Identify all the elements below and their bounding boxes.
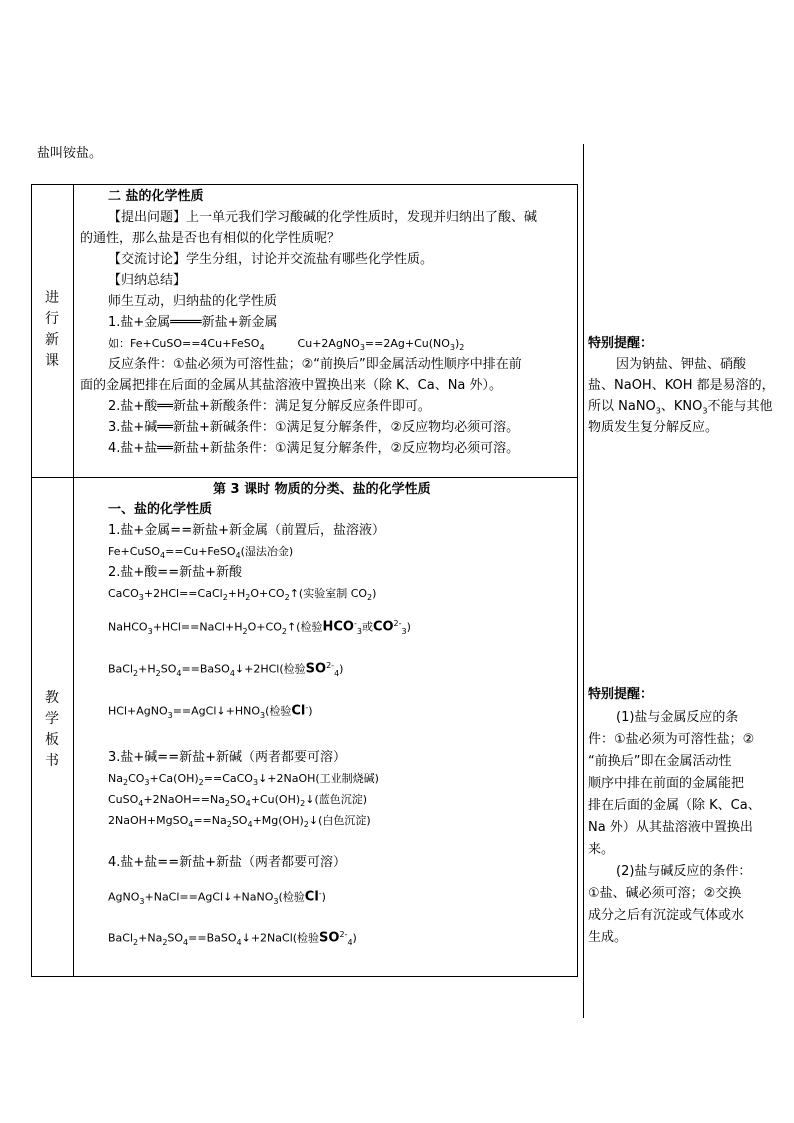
condition-line-1: 反应条件：①盐必须为可溶性盐；②“前换后”即金属活动性顺序中排在前 xyxy=(108,357,522,372)
rule-2: 2.盐+酸══新盐+新酸条件：满足复分解反应条件即可。 xyxy=(108,399,431,414)
board-eq-8: $2NaOH+MgSO_4==Na_2SO_4+Mg(OH)_2↓$(白色沉淀) xyxy=(108,814,371,830)
page-divider xyxy=(583,144,584,1018)
summary-label: 【归纳总结】 xyxy=(108,273,187,288)
board-eq-5: $HCl+AgNO_3==AgCl↓+HNO_3$(检验Cl-) xyxy=(108,703,313,720)
board-rule-2: 2.盐+酸==新盐+新酸 xyxy=(108,565,242,580)
note-line: 排在后面的金属（除 K、Ca、 xyxy=(588,798,761,813)
row2-label: 教 学 板 书 xyxy=(45,690,59,769)
board-eq-1: Fe+CuSO$_4$==Cu+FeSO$_4$(湿法冶金) xyxy=(108,545,294,561)
board-eq-6: $Na_2CO_3+Ca(OH)_2==CaCO_3↓+2NaOH$(工业制烧碱) xyxy=(108,772,379,788)
note-line: “前换后”即在金属活动性 xyxy=(588,754,732,769)
note-line: 成分之后有沉淀或气体或水 xyxy=(588,908,745,923)
note-line: (2)盐与碱反应的条件： xyxy=(616,864,752,879)
board-rule-1: 1.盐+金属==新盐+新金属（前置后，盐溶液） xyxy=(108,523,385,538)
note-line: 生成。 xyxy=(588,930,628,945)
condition-line-2: 面的金属把排在后面的金属从其盐溶液中置换出来（除 K、Ca、Na 外）。 xyxy=(80,378,503,393)
note-line: 来。 xyxy=(588,842,615,857)
note-line: 盐、NaOH、KOH 都是易溶的， xyxy=(588,378,775,393)
interact-line: 师生互动，归纳盐的化学性质 xyxy=(108,294,278,309)
top-text: 盐叫铵盐。 xyxy=(37,146,103,161)
question-line-1: 【提出问题】上一单元我们学习酸碱的化学性质时，发现并归纳出了酸、碱 xyxy=(108,210,538,225)
board-eq-9: AgNO$_3$+NaCl==AgCl↓+NaNO$_3$(检验Cl-) xyxy=(108,889,326,906)
note-line: 件：①盐必须为可溶性盐；② xyxy=(588,732,755,747)
note-line: Na 外）从其盐溶液中置换出 xyxy=(588,820,753,835)
question-line-2: 的通性，那么盐是否也有相似的化学性质呢？ xyxy=(80,231,341,246)
board-eq-3: $NaHCO_3+HCl==NaCl+H_2O+CO_2↑$(检验$HCO^-_3$或$CO^{2-}_3$) xyxy=(108,619,411,636)
section-heading: 二 盐的化学性质 xyxy=(108,189,204,204)
note-line: 因为钠盐、钾盐、硝酸 xyxy=(616,357,747,372)
board-eq-4: $BaCl_2+H_2SO_4==BaSO_4↓+2HCl$(检验$SO^{2-}_4$) xyxy=(108,661,344,678)
note-line: 顺序中排在前面的金属能把 xyxy=(588,776,745,791)
note-line: 所以 NaNO$_3$、$KNO_3$不能与其他 xyxy=(588,399,773,416)
board-eq-10: $BaCl_2+Na_2SO_4==BaSO_4↓+2NaCl$(检验$SO^{2-}_4$) xyxy=(108,930,357,947)
note-line: (1)盐与金属反应的条 xyxy=(616,710,739,725)
rule-4: 4.盐+盐══新盐+新盐条件：①满足复分解条件，②反应物均必须可溶。 xyxy=(108,441,520,456)
note-title: 特别提醒： xyxy=(588,687,654,702)
rule-3: 3.盐+碱══新盐+新碱条件：①满足复分解条件，②反应物均必须可溶。 xyxy=(108,420,520,435)
board-eq-2: $CaCO_3+2HCl==CaCl_2+H_2O+CO_2↑$(实验室制 $CO_2$) xyxy=(108,587,377,603)
discuss-line: 【交流讨论】学生分组，讨论并交流盐有哪些化学性质。 xyxy=(108,252,434,267)
row1-label: 进 行 新 课 xyxy=(45,290,59,369)
board-title: 第 3 课时 物质的分类、盐的化学性质 xyxy=(213,482,431,497)
note-title: 特别提醒： xyxy=(588,336,654,351)
board-rule-3: 3.盐+碱==新盐+新碱（两者都要可溶） xyxy=(108,750,346,765)
rule-1: 1.盐+金属════新盐+新金属 xyxy=(108,315,278,330)
board-eq-7: $CuSO_4+2NaOH==Na_2SO_4+Cu(OH)_2↓$(蓝色沉淀) xyxy=(108,793,368,809)
board-heading: 一、盐的化学性质 xyxy=(108,502,213,517)
note-line: ①盐、碱必须可溶；②交换 xyxy=(588,886,742,901)
example-equation: 如：Fe+CuSO==4Cu+FeSO$_4$ $Cu+2AgNO_3==2Ag+Cu(NO_3)_2$ xyxy=(108,337,465,353)
note-line: 物质发生复分解反应。 xyxy=(588,420,719,435)
board-rule-4: 4.盐+盐==新盐+新盐（两者都要可溶） xyxy=(108,855,346,870)
